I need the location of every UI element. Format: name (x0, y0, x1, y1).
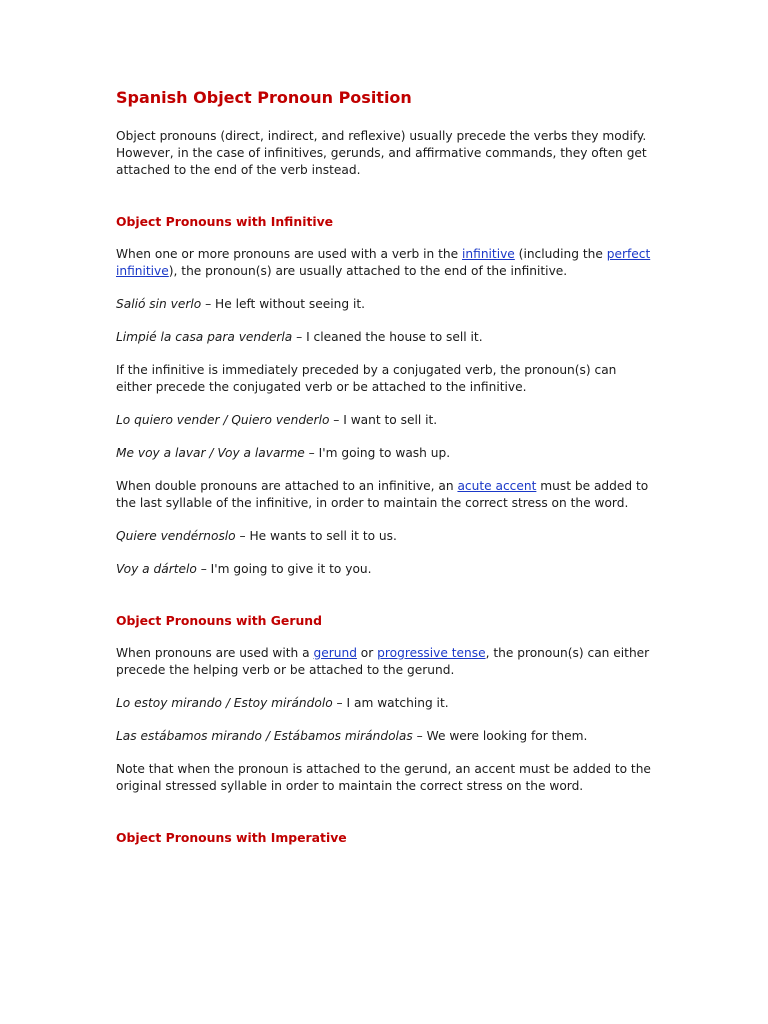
example-sentence (116, 329, 656, 346)
spanish-example: Lo estoy mirando / Estoy mirándolo (116, 696, 333, 710)
section-heading-gerund: Object Pronouns with Gerund (116, 613, 322, 628)
section-heading-infinitive: Object Pronouns with Infinitive (116, 214, 334, 229)
gerund-paragraph-2: Note that when the pronoun is attached to the gerund, an accent must be added to the original stressed syllable in order to maintain the correct stress on the word. (116, 762, 651, 793)
english-translation: – He wants to sell it to us. (235, 529, 397, 543)
document-page (116, 88, 656, 862)
spanish-example: Las estábamos mirando / Estábamos mirándolas (116, 729, 413, 743)
text-fragment: ), the pronoun(s) are usually attached to the end of the infinitive. (168, 264, 568, 278)
text-fragment: When pronouns are used with a (116, 646, 314, 660)
infinitive-paragraph-3 (116, 478, 656, 512)
infinitive-paragraph-1 (116, 246, 656, 280)
infinitive-paragraph-2: If the infinitive is immediately preceded by a conjugated verb, the pronoun(s) can either precede the conjugated verb or be attached to the infinitive. (116, 363, 617, 394)
text-fragment: When one or more pronouns are used with a verb in the (116, 247, 463, 261)
english-translation: – He left without seeing it. (201, 297, 366, 311)
english-translation: – I'm going to give it to you. (196, 562, 372, 576)
spanish-example: Salió sin verlo (116, 297, 202, 311)
spanish-example: Limpié la casa para venderla (116, 330, 293, 344)
example-sentence (116, 695, 656, 712)
spanish-example: Quiere vendérnoslo (116, 529, 236, 543)
infinitive-link[interactable]: infinitive (462, 247, 515, 261)
text-fragment: must be added to the last syllable of the infinitive, in order to maintain the correct stress on the word. (116, 479, 649, 510)
example-sentence (116, 445, 656, 462)
gerund-link[interactable]: gerund (313, 646, 357, 660)
gerund-paragraph-1 (116, 645, 656, 679)
progressive-tense-link[interactable]: progressive tense (377, 646, 486, 660)
text-fragment: or (356, 646, 378, 660)
example-sentence (116, 561, 656, 578)
english-translation: – I want to sell it. (329, 413, 438, 427)
text-fragment: When double pronouns are attached to an infinitive, an (116, 479, 458, 493)
text-fragment: (including the (514, 247, 607, 261)
english-translation: – We were looking for them. (412, 729, 588, 743)
section-heading-imperative: Object Pronouns with Imperative (116, 830, 347, 845)
example-sentence (116, 728, 656, 745)
spanish-example: Me voy a lavar / Voy a lavarme (116, 446, 305, 460)
acute-accent-link[interactable]: acute accent (457, 479, 537, 493)
example-sentence (116, 296, 656, 313)
english-translation: – I cleaned the house to sell it. (292, 330, 483, 344)
spanish-example: Voy a dártelo (116, 562, 197, 576)
example-sentence (116, 528, 656, 545)
english-translation: – I am watching it. (332, 696, 449, 710)
example-sentence (116, 412, 656, 429)
page-title: Spanish Object Pronoun Position (116, 88, 412, 107)
english-translation: – I'm going to wash up. (304, 446, 451, 460)
text-fragment: , the pronoun(s) can either precede the helping verb or be attached to the gerund. (116, 646, 650, 677)
perfect-infinitive-link[interactable]: perfect infinitive (116, 247, 651, 278)
spanish-example: Lo quiero vender / Quiero venderlo (116, 413, 330, 427)
intro-paragraph: Object pronouns (direct, indirect, and reflexive) usually precede the verbs they modify. However, in the case of infinitives, gerunds, and affirmative commands, they often get attached to the end of the verb instead. (116, 129, 647, 177)
